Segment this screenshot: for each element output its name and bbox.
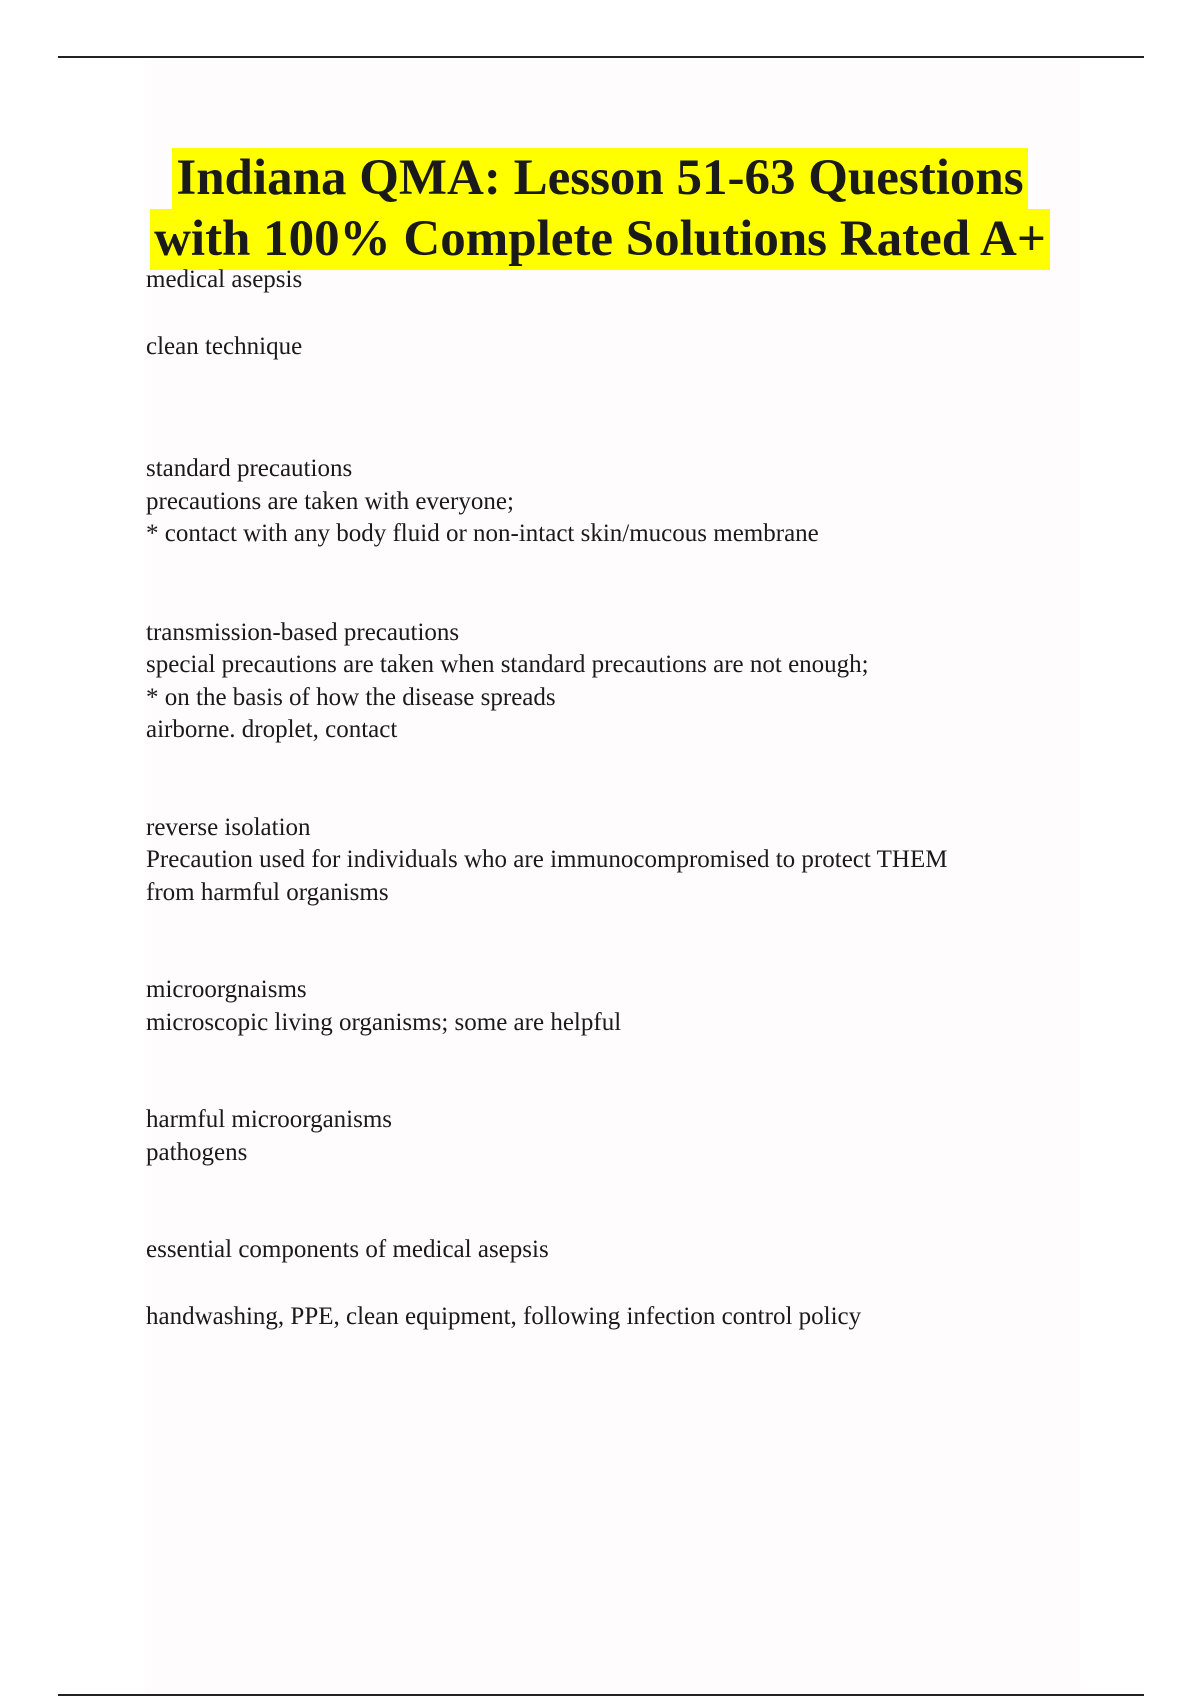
spacer [146,1039,1086,1104]
spacer [146,1267,1086,1301]
qa-list [146,264,1086,1333]
term: microorgnaisms [146,976,307,1003]
spacer [146,297,1086,331]
definition-line: from harmful organisms [146,878,389,906]
definition-line: pathogens [146,1138,248,1166]
document-title [60,148,1140,270]
spacer [146,551,1086,617]
definition-line: * contact with any body fluid or non-intact skin/mucous membrane [146,520,819,547]
term: reverse isolation [146,813,311,841]
definition-line: Precaution used for individuals who are immunocompromised to protect THEM [146,846,948,873]
bottom-rule [58,1694,1144,1696]
definition-line: airborne. droplet, contact [146,716,398,743]
term: harmful microorganisms [146,1106,393,1133]
spacer [146,909,1086,974]
term: transmission-based precautions [146,618,460,646]
definition-line: * on the basis of how the disease spreads [146,683,556,711]
spacer [146,1169,1086,1234]
definition-line: handwashing, PPE, clean equipment, following infection control policy [146,1302,862,1330]
term: standard precautions [146,455,353,482]
definition-line: clean technique [146,332,303,360]
title-line-2: with 100% Complete Solutions Rated A+ [150,209,1050,270]
term: essential components of medical asepsis [146,1236,549,1263]
definition-line: special precautions are taken when standard precautions are not enough; [146,651,869,678]
term: medical asepsis [146,266,303,293]
definition-line: microscopic living organisms; some are helpful [146,1008,622,1036]
top-rule [58,56,1144,58]
spacer [146,363,1086,453]
definition-line: precautions are taken with everyone; [146,487,514,515]
title-line-1: Indiana QMA: Lesson 51-63 Questions [172,148,1027,209]
spacer [146,747,1086,812]
